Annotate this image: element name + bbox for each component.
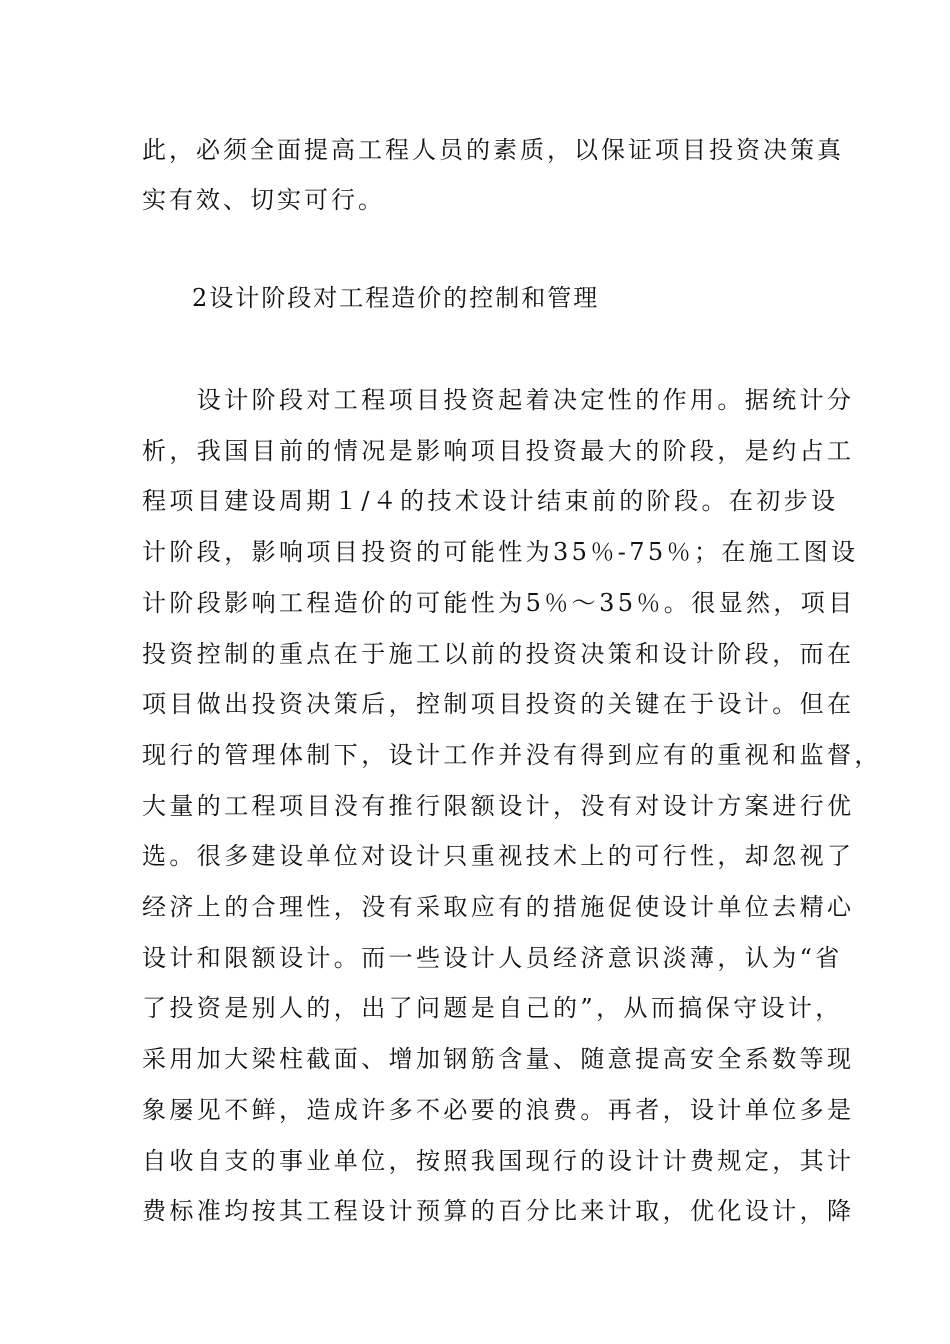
body-line-14: 采用加大梁柱截面、增加钢筋含量、随意提高安全系数等现: [142, 1045, 855, 1074]
body-line-2: 析，我国目前的情况是影响项目投资最大的阶段，是约占工: [142, 436, 855, 465]
body-line-13: 了投资是别人的，出了问题是自己的”，从而搞保守设计，: [142, 994, 843, 1023]
body-line-12: 设计和限额设计。而一些设计人员经济意识淡薄，认为“省: [142, 943, 843, 972]
body-line-9: 大量的工程项目没有推行限额设计，没有对设计方案进行优: [142, 791, 855, 820]
body-line-6: 投资控制的重点在于施工以前的投资决策和设计阶段，而在: [142, 639, 855, 668]
body-line-4: 计阶段，影响项目投资的可能性为35％-75％；在施工图设: [142, 538, 859, 567]
body-line-5: 计阶段影响工程造价的可能性为5％～35％。很显然，项目: [142, 588, 856, 617]
body-line-10: 选。很多建设单位对设计只重视技术上的可行性，却忽视了: [142, 842, 855, 871]
section-heading: 2设计阶段对工程造价的控制和管理: [192, 284, 600, 312]
body-line-16: 自收自支的事业单位，按照我国现行的设计计费规定，其计: [142, 1146, 855, 1175]
body-line-7: 项目做出投资决策后，控制项目投资的关键在于设计。但在: [142, 690, 855, 719]
body-line-15: 象屡见不鲜，造成许多不必要的浪费。再者，设计单位多是: [142, 1095, 855, 1124]
body-paragraph: [142, 375, 882, 1237]
body-line-11: 经济上的合理性，没有采取应有的措施促使设计单位去精心: [142, 893, 855, 922]
body-line-1: 设计阶段对工程项目投资起着决定性的作用。据统计分: [142, 386, 855, 414]
body-line-8: 现行的管理体制下，设计工作并没有得到应有的重视和监督，: [142, 740, 882, 769]
intro-line-2: 实有效、切实可行。: [142, 186, 385, 214]
intro-line-1: 此，必须全面提高工程人员的素质，以保证项目投资决策真: [142, 136, 844, 164]
body-line-17: 费标准均按其工程设计预算的百分比来计取，优化设计，降: [142, 1197, 855, 1226]
body-line-3: 程项目建设周期１/４的技术设计结束前的阶段。在初步设: [142, 487, 839, 516]
